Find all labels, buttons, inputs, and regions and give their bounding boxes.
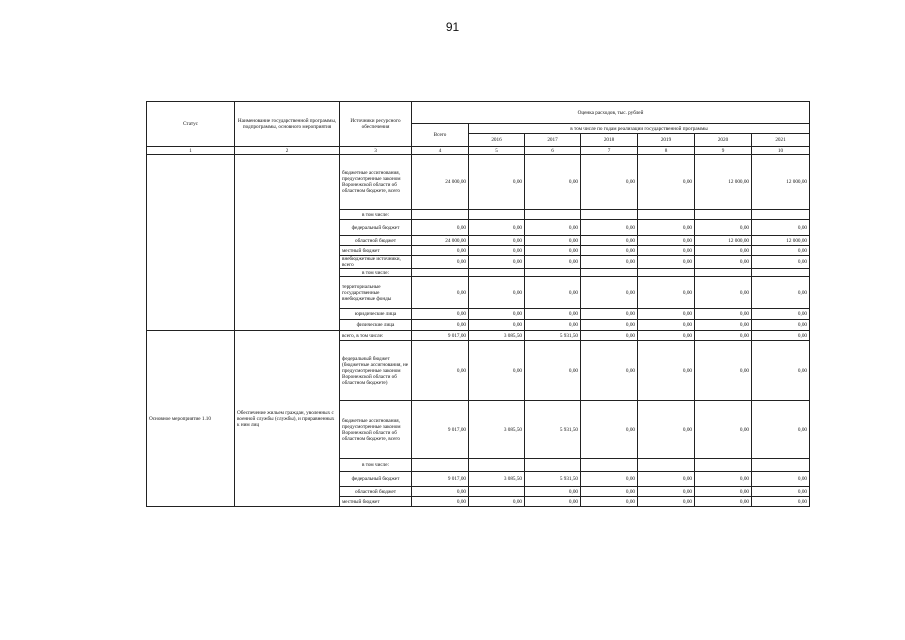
header-status: Статус	[147, 102, 235, 147]
amount-cell	[581, 269, 638, 277]
funding-source-cell: местный бюджет	[340, 497, 412, 507]
amount-cell: 12 000,00	[695, 155, 752, 210]
amount-cell: 0,00	[525, 497, 581, 507]
amount-cell: 0,00	[581, 220, 638, 236]
amount-cell: 12 000,00	[752, 155, 810, 210]
amount-cell: 0,00	[638, 331, 695, 341]
amount-cell: 9 017,00	[412, 401, 469, 459]
amount-cell: 0,00	[752, 341, 810, 401]
amount-cell: 5 931,50	[525, 472, 581, 487]
amount-cell: 0,00	[412, 220, 469, 236]
amount-cell: 0,00	[752, 220, 810, 236]
amount-cell: 0,00	[638, 220, 695, 236]
amount-cell: 0,00	[752, 320, 810, 331]
amount-cell: 12 000,00	[695, 236, 752, 246]
amount-cell: 0,00	[638, 401, 695, 459]
amount-cell: 0,00	[525, 277, 581, 309]
amount-cell: 0,00	[695, 256, 752, 269]
amount-cell	[412, 269, 469, 277]
amount-cell	[695, 269, 752, 277]
amount-cell: 0,00	[525, 341, 581, 401]
amount-cell	[412, 459, 469, 472]
funding-source-cell: федеральный бюджет	[340, 220, 412, 236]
amount-cell: 0,00	[469, 320, 525, 331]
amount-cell: 0,00	[752, 309, 810, 320]
amount-cell: 3 085,50	[469, 331, 525, 341]
header-year: 2016	[469, 134, 525, 147]
col-number: 3	[340, 147, 412, 155]
funding-source-cell: в том числе:	[340, 269, 412, 277]
amount-cell: 0,00	[581, 341, 638, 401]
amount-cell: 0,00	[581, 497, 638, 507]
header-source: Источники ресурсного обеспечения	[340, 102, 412, 147]
header-year: 2020	[695, 134, 752, 147]
amount-cell: 0,00	[525, 309, 581, 320]
amount-cell: 0,00	[525, 487, 581, 497]
amount-cell: 0,00	[638, 236, 695, 246]
amount-cell: 0,00	[412, 256, 469, 269]
amount-cell	[695, 210, 752, 220]
amount-cell	[525, 210, 581, 220]
amount-cell: 12 000,00	[752, 236, 810, 246]
col-number: 5	[469, 147, 525, 155]
program-name-cell	[235, 155, 340, 331]
funding-source-cell: в том числе:	[340, 459, 412, 472]
amount-cell: 0,00	[469, 277, 525, 309]
amount-cell: 0,00	[412, 246, 469, 256]
amount-cell: 0,00	[695, 487, 752, 497]
amount-cell	[581, 459, 638, 472]
amount-cell: 0,00	[638, 155, 695, 210]
amount-cell: 0,00	[412, 341, 469, 401]
amount-cell: 0,00	[469, 246, 525, 256]
amount-cell: 0,00	[581, 472, 638, 487]
amount-cell: 0,00	[469, 220, 525, 236]
amount-cell: 0,00	[581, 246, 638, 256]
amount-cell	[752, 459, 810, 472]
amount-cell: 0,00	[525, 236, 581, 246]
funding-source-cell: областной бюджет	[340, 236, 412, 246]
amount-cell: 0,00	[412, 309, 469, 320]
amount-cell: 0,00	[752, 487, 810, 497]
amount-cell: 0,00	[581, 277, 638, 309]
funding-source-cell: территориальные государственные внебюджетные фонды	[340, 277, 412, 309]
amount-cell	[412, 210, 469, 220]
amount-cell: 0,00	[695, 497, 752, 507]
amount-cell: 24 000,00	[412, 236, 469, 246]
amount-cell: 0,00	[412, 277, 469, 309]
amount-cell: 0,00	[581, 256, 638, 269]
amount-cell: 0,00	[695, 277, 752, 309]
amount-cell: 0,00	[752, 331, 810, 341]
amount-cell: 0,00	[752, 472, 810, 487]
amount-cell: 0,00	[469, 309, 525, 320]
amount-cell: 0,00	[695, 309, 752, 320]
program-name-cell: Обеспечение жильем граждан, уволенных с военной службы (службы), и приравненных к ним лиц	[235, 331, 340, 507]
funding-source-cell: областной бюджет	[340, 487, 412, 497]
funding-source-cell: федеральный бюджет (бюджетные ассигнования, не предусмотренные законом Воронежской области об областном бюджете)	[340, 341, 412, 401]
amount-cell: 0,00	[525, 246, 581, 256]
amount-cell: 0,00	[752, 497, 810, 507]
header-year: 2018	[581, 134, 638, 147]
amount-cell	[638, 210, 695, 220]
funding-source-cell: физические лица	[340, 320, 412, 331]
header-name: Наименование государственной программы, подпрограммы, основного мероприятия	[235, 102, 340, 147]
amount-cell	[469, 487, 525, 497]
header-total: Всего	[412, 124, 469, 147]
amount-cell	[695, 459, 752, 472]
amount-cell: 0,00	[581, 487, 638, 497]
amount-cell: 0,00	[752, 246, 810, 256]
amount-cell: 0,00	[695, 331, 752, 341]
col-number: 1	[147, 147, 235, 155]
funding-source-cell: бюджетные ассигнования, предусмотренные законом Воронежской области об областном бюджете, всего	[340, 401, 412, 459]
amount-cell: 0,00	[638, 246, 695, 256]
amount-cell: 5 931,50	[525, 401, 581, 459]
amount-cell	[525, 269, 581, 277]
page-number: 91	[445, 20, 460, 34]
status-cell	[147, 155, 235, 331]
header-estimate: Оценка расходов, тыс. рублей	[412, 102, 810, 124]
col-number: 9	[695, 147, 752, 155]
funding-source-cell: юридические лица	[340, 309, 412, 320]
amount-cell: 0,00	[752, 277, 810, 309]
amount-cell: 0,00	[581, 401, 638, 459]
col-number: 2	[235, 147, 340, 155]
amount-cell: 0,00	[638, 320, 695, 331]
amount-cell	[638, 459, 695, 472]
expenditure-table	[146, 101, 810, 507]
amount-cell	[469, 210, 525, 220]
amount-cell: 0,00	[695, 220, 752, 236]
amount-cell: 0,00	[525, 155, 581, 210]
amount-cell	[752, 210, 810, 220]
funding-source-cell: бюджетные ассигнования, предусмотренные законом Воронежской области об областном бюджете, всего	[340, 155, 412, 210]
col-number: 4	[412, 147, 469, 155]
amount-cell: 0,00	[525, 220, 581, 236]
amount-cell: 0,00	[469, 256, 525, 269]
amount-cell: 0,00	[695, 320, 752, 331]
amount-cell: 0,00	[638, 341, 695, 401]
amount-cell: 0,00	[638, 277, 695, 309]
amount-cell: 0,00	[581, 309, 638, 320]
header-year: 2021	[752, 134, 810, 147]
amount-cell	[469, 459, 525, 472]
funding-source-cell: внебюджетные источники, всего	[340, 256, 412, 269]
amount-cell: 0,00	[469, 497, 525, 507]
amount-cell: 0,00	[752, 401, 810, 459]
amount-cell	[581, 210, 638, 220]
amount-cell: 24 000,00	[412, 155, 469, 210]
amount-cell: 0,00	[638, 472, 695, 487]
amount-cell: 0,00	[581, 236, 638, 246]
header-by-years: в том числе по годам реализации государственной программы	[469, 124, 810, 134]
amount-cell: 9 017,00	[412, 331, 469, 341]
amount-cell: 9 017,00	[412, 472, 469, 487]
col-number: 8	[638, 147, 695, 155]
amount-cell: 0,00	[581, 155, 638, 210]
amount-cell: 0,00	[525, 320, 581, 331]
amount-cell: 0,00	[638, 487, 695, 497]
amount-cell: 0,00	[752, 256, 810, 269]
amount-cell: 0,00	[581, 331, 638, 341]
amount-cell: 0,00	[469, 341, 525, 401]
funding-source-cell: в том числе:	[340, 210, 412, 220]
amount-cell: 3 085,50	[469, 472, 525, 487]
amount-cell: 0,00	[695, 401, 752, 459]
amount-cell: 0,00	[695, 472, 752, 487]
amount-cell	[525, 459, 581, 472]
amount-cell: 0,00	[638, 256, 695, 269]
amount-cell: 0,00	[638, 497, 695, 507]
funding-source-cell: всего, в том числе:	[340, 331, 412, 341]
amount-cell: 0,00	[695, 246, 752, 256]
amount-cell: 0,00	[469, 236, 525, 246]
header-year: 2019	[638, 134, 695, 147]
amount-cell: 0,00	[412, 320, 469, 331]
amount-cell: 5 931,50	[525, 331, 581, 341]
amount-cell: 3 085,50	[469, 401, 525, 459]
amount-cell: 0,00	[638, 309, 695, 320]
amount-cell: 0,00	[581, 320, 638, 331]
col-number: 7	[581, 147, 638, 155]
amount-cell: 0,00	[525, 256, 581, 269]
amount-cell: 0,00	[412, 497, 469, 507]
amount-cell: 0,00	[469, 155, 525, 210]
funding-source-cell: местный бюджет	[340, 246, 412, 256]
header-year: 2017	[525, 134, 581, 147]
amount-cell: 0,00	[412, 487, 469, 497]
amount-cell	[469, 269, 525, 277]
amount-cell	[752, 269, 810, 277]
amount-cell	[638, 269, 695, 277]
col-number: 6	[525, 147, 581, 155]
status-cell: Основное мероприятие 1.10	[147, 331, 235, 507]
funding-source-cell: федеральный бюджет	[340, 472, 412, 487]
col-number: 10	[752, 147, 810, 155]
amount-cell: 0,00	[695, 341, 752, 401]
